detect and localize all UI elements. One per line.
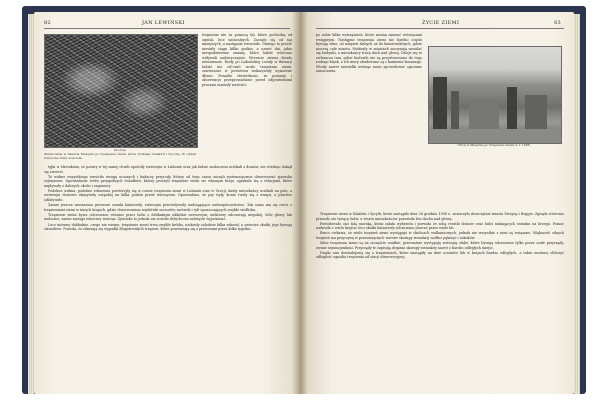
paragraph: Powodowało ono falę morską, która zalała wybrzeża i porwała ze sobą resztki domów oraz ludzi szukających ratunku na brzegu. Pomoc nadeszła z wielu krajów, lecz skutki katastrofy odczuwano jeszcze przez wiele lat. (316, 221, 564, 231)
left-figure-photo (44, 34, 198, 148)
paragraph: Podobne widma, podobne zdarzenia powtórzyły się w czasie trzęsienia ziemi w Lubaniu oraz w Grecji, kiedy mieszkańcy uciekali na pola, a zwierzęta domowe okazywały niepokój na kilka godzin przed wstrząsem. Opowiadano, że psy wyły, konie rwały się z uwięzi, a ptactwo odlatywało. (44, 188, 292, 203)
paragraph: To widmo wszystkiego zwróciło uwagę uczonych i badaczy przyrody, którzy od tego czasu zaczęli systematycznie obserwować zjawiska sejsmiczne. Opowiadanie wielu przygodnych świadków, którzy przeżyli trzęsienie ziemi we własnym kraju, zgadzało się z relacjami, które napływały z dalszych okolic i zagranicy. (44, 174, 292, 188)
paragraph: Trzęsienie ziemi bywa odczuwane również przez ludzi o delikatnym układzie nerwowym; niektórzy odczuwają niepokój, bóle głowy lub nudności, zanim nastąpi właściwy wstrząs. Zjawisko to jednak nie zostało dotychczas należycie wyjaśnione. (44, 212, 292, 222)
paragraph: Dzięki nim dowiadujemy się o trzęsieniach, które nastąpiły na dnie oceanów lub w krajach bardzo odległych, a także możemy obliczyć odległość ogniska trzęsienia od stacji obserwacyjnej. (316, 250, 564, 260)
left-main-text (44, 165, 292, 387)
left-header-rule (44, 28, 290, 29)
paragraph: Lecz mówmy dokładnie, czego nie wiemy: trzęsienie ziemi trwa zwykle krótko, niekiedy zaledwie kilka sekund, a przecież skutki jego bywają straszliwe. Prawda, że zdarzają się wypadki długotrwałych trzęsień, które powtarzają się z przerwami przez kilka tygodni. (44, 222, 292, 232)
paragraph: Zanim jeszcze zauważono pierwsze oznaki katastrofy, zwierzęta przewidywały nadciągające niebezpieczeństwo. Tak samo ma się rzecz z trzęsieniami ziemi w innych krajach, gdzie obserwowano wędrówki szczurów, mrówek i ryb opuszczających zwykłe siedliska. (44, 203, 292, 212)
paragraph: tyjki w Mieszkiem, że pożary w tej samej chwili opuściły zwierzęta w Lizbonie oraz jak ludzie zaskoczeni uciekali z domów, nie wiedząc dokąd się zwrócić. (44, 165, 292, 174)
right-figure-photo (428, 46, 562, 144)
paragraph: Rzecz ciekawa, że wiele trzęsień ziemi występuje w okolicach wulkanicznych, jednak nie wszystkie z nimi są związane. Większość silnych trzęsień ma przyczynę w przesunięciach warstw skorupy ziemskiej wzdłuż pęknięć i uskoków. (316, 231, 564, 240)
right-page (300, 12, 574, 394)
right-main-text (316, 212, 564, 388)
paragraph: Trzęsienie ziemi w Kalabrii i Sycylii, które nastąpiło dnia 28 grudnia 1908 r., zniszczyło doszczętnie miasta Mesynę i Reggio. Zginęło wówczas przeszło sto tysięcy ludzi, a reszta mieszkańców pozostała bez dachu nad głową. (316, 212, 564, 221)
left-side-column: trzęsienia nie za pomocą fal, które pochodzą od ognisk, lecz naturalnych. Zaczęło się od naj mniejszych, a następnie wzrastało. Dlatego to przeto niestały ciągu kilku godzin, a nawet dni, jakie niespodziewane zmiany, które ludzie wówczas widywali nadzwyczajnie. Wreszcie ziemia drżała nieustannie. Rosły po Lizbońskiej Leżały w Bawarji ludzie nie od-czuli wcale trzęsienia ziemi, zawieszone w powietrzu wskazywały wymowne dłonie. Ponadto stwierdzono, że pomiary i obserwacje przeprowadzone przed odpowiednimi pracami zaniżały wartości. (202, 33, 292, 88)
paragraph: Silne trzęsienia ziemi są na szczęście rzadkie; przeważnie występują wstrząsy słabe, które bywają odczuwane tylko przez czułe przyrządy, zwane sejsmografami. Przyrządy te zapisują drgania skorupy ziemskiej nawet z bardzo odległych miejsc. (316, 241, 564, 250)
right-running-head: ŻYCIE ZIEMI (422, 20, 460, 26)
left-page-number: 82 (44, 20, 51, 26)
right-figure-caption: Ulica w Mesynie po trzęsieniu ziemi w r. 1908. (457, 143, 531, 147)
right-header-rule (316, 28, 564, 29)
rubble (429, 129, 561, 143)
right-side-column: po sobie kilka wstrząśnień, które można nazwać wstrząsami wstępnymi. Następne trzęsienia ziemi nie bardzo często bywają silne, od natężeń słabych aż do katastrofalnych, gdzie niszczą całe miasta. Niekiedy w miastach zaczynają zawalać się budynki, a mieszkańcy tracą dach nad głową. Dzieje się to zwłaszcza tam, gdzie budowle nie są przystosowane do tego rodzaju klęsk, a ich mury zbudowane są z kamienia łamanego. Wtedy nawet niewielki wstrząs może spowodować ogromne zniszczenia. (316, 33, 422, 74)
book-gutter-shadow (292, 12, 308, 394)
page-edges-right (574, 14, 580, 394)
right-page-number: 83 (554, 20, 561, 26)
left-figure-caption: Zniszczenia w mieście Mesynie po trzęsieniu ziemi, które dotknęło Kalabrii i Sycylię. W oddali widoczne ruiny kościoła. (44, 152, 196, 160)
left-figure-caption-title: Drobny. (113, 148, 127, 152)
left-running-head: JAN LEWIŃSKI (142, 20, 185, 26)
left-page (34, 12, 300, 394)
